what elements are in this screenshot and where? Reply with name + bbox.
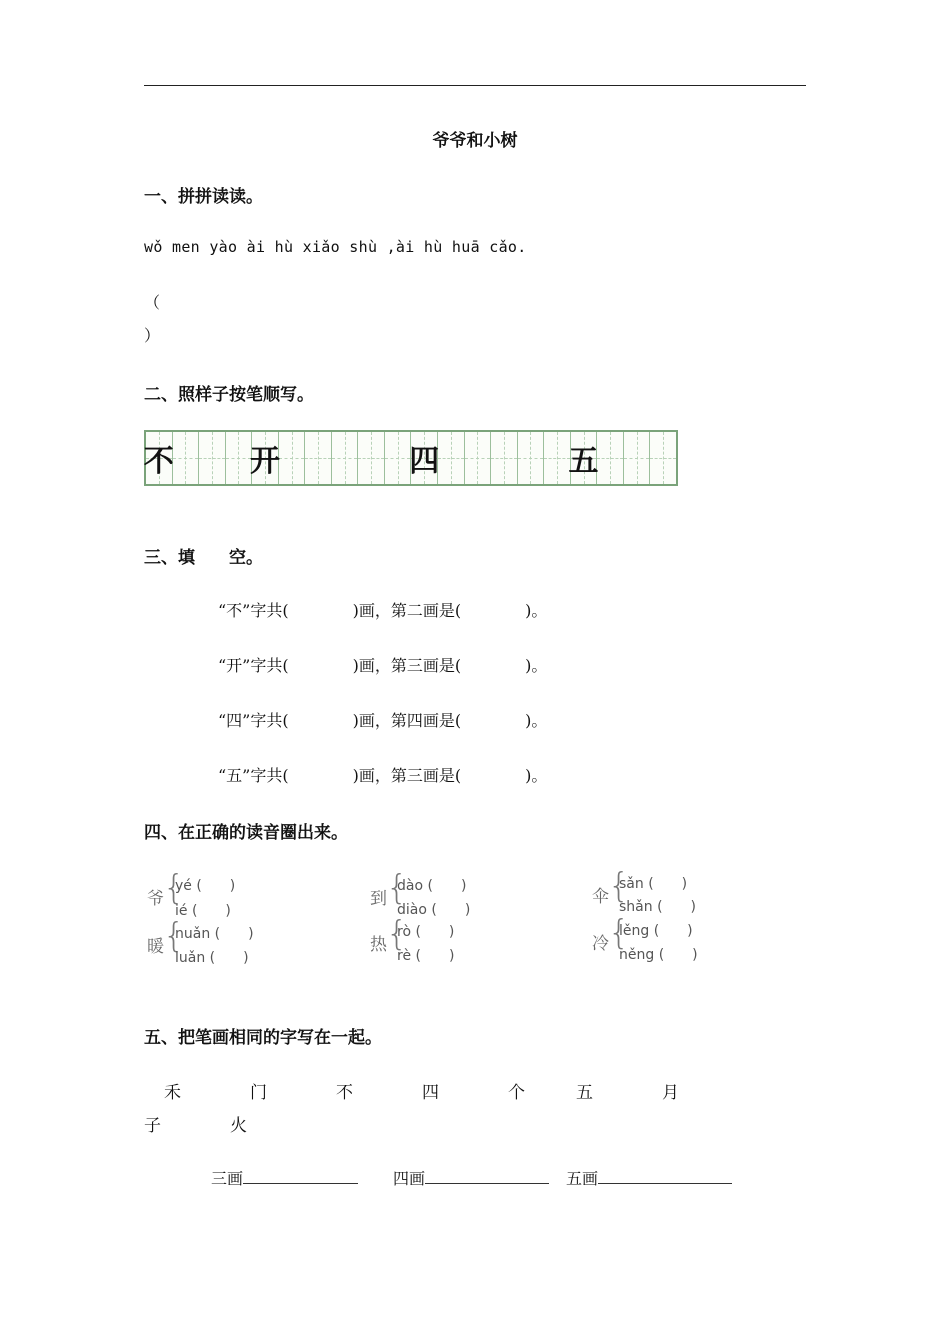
fill-row[interactable]: “不”字共( )画，第二画是( )。 bbox=[218, 601, 548, 620]
blank-line[interactable] bbox=[243, 1167, 358, 1184]
grid-char: 五 bbox=[568, 444, 599, 479]
list-char: 门 bbox=[250, 1083, 267, 1103]
grid-char bbox=[624, 432, 650, 484]
grid-cell[interactable] bbox=[438, 432, 465, 484]
blank-label: 五画 bbox=[566, 1169, 599, 1188]
grid-char bbox=[438, 432, 464, 484]
blank-line[interactable] bbox=[425, 1167, 549, 1184]
grid-cell[interactable] bbox=[226, 432, 253, 484]
grid-cell[interactable] bbox=[624, 432, 651, 484]
fill-row[interactable]: “五”字共( )画，第三画是( )。 bbox=[218, 766, 548, 785]
list-char: 不 bbox=[336, 1083, 353, 1103]
reading-option[interactable]: nuǎn ( ) bbox=[175, 926, 254, 942]
grid-cell[interactable] bbox=[143, 432, 174, 484]
list-char: 五 bbox=[576, 1083, 593, 1103]
reading-option[interactable]: rò ( ) bbox=[397, 924, 455, 940]
blank-line[interactable] bbox=[598, 1167, 732, 1184]
grid-cell[interactable] bbox=[279, 432, 306, 484]
writing-grid[interactable] bbox=[144, 430, 678, 486]
blank-label: 四画 bbox=[393, 1169, 426, 1188]
list-char: 月 bbox=[662, 1083, 679, 1103]
answer-paren-close: ） bbox=[144, 326, 161, 345]
list-char: 个 bbox=[508, 1083, 525, 1103]
grid-cell[interactable] bbox=[518, 432, 545, 484]
grid-cell[interactable] bbox=[597, 432, 624, 484]
grid-char: 开 bbox=[249, 444, 280, 479]
stroke-blanks bbox=[0, 1166, 950, 1196]
section2-heading: 二、照样子按笔顺写。 bbox=[144, 385, 314, 405]
grid-cell[interactable] bbox=[491, 432, 518, 484]
list-char: 子 bbox=[144, 1116, 161, 1136]
brace-icon: { bbox=[386, 914, 408, 954]
grid-char bbox=[465, 432, 491, 484]
grid-cell[interactable] bbox=[544, 432, 571, 484]
reading-option[interactable]: luǎn ( ) bbox=[175, 950, 249, 966]
grid-char bbox=[173, 432, 199, 484]
reading-option[interactable]: rè ( ) bbox=[397, 948, 455, 964]
grid-cell[interactable] bbox=[568, 432, 599, 484]
brace-icon: { bbox=[608, 913, 630, 953]
grid-char bbox=[518, 432, 544, 484]
grid-cell[interactable] bbox=[385, 432, 412, 484]
section4-heading: 四、在正确的读音圈出来。 bbox=[144, 823, 348, 843]
section1-heading: 一、拼拼读读。 bbox=[144, 187, 263, 207]
fill-row[interactable]: “开”字共( )画，第三画是( )。 bbox=[218, 656, 548, 675]
grid-char bbox=[358, 432, 384, 484]
section5-heading: 五、把笔画相同的字写在一起。 bbox=[144, 1028, 382, 1048]
blank-label: 三画 bbox=[211, 1169, 244, 1188]
reading-option[interactable]: dào ( ) bbox=[397, 878, 467, 894]
brace-icon: { bbox=[608, 866, 630, 906]
grid-char bbox=[544, 432, 570, 484]
pinyin-sentence: wǒ men yào ài hù xiǎo shù ,ài hù huā cǎo. bbox=[144, 238, 527, 256]
group-char: 爷 bbox=[147, 889, 164, 909]
grid-char bbox=[279, 432, 305, 484]
brace-icon: { bbox=[163, 868, 185, 908]
reading-option[interactable]: yé ( ) bbox=[175, 878, 236, 894]
grid-cell[interactable] bbox=[332, 432, 359, 484]
group-char: 伞 bbox=[592, 887, 609, 907]
grid-cell[interactable] bbox=[199, 432, 226, 484]
brace-icon: { bbox=[386, 868, 408, 908]
page-title: 爷爷和小树 bbox=[432, 131, 518, 151]
list-char: 禾 bbox=[164, 1083, 181, 1103]
grid-char bbox=[226, 432, 252, 484]
section3-heading: 三、填 空。 bbox=[144, 548, 263, 568]
reading-option[interactable]: shǎn ( ) bbox=[619, 899, 696, 915]
grid-cell[interactable] bbox=[358, 432, 385, 484]
grid-cell[interactable] bbox=[465, 432, 492, 484]
grid-cell[interactable] bbox=[650, 432, 676, 484]
grid-char bbox=[385, 432, 411, 484]
list-char: 四 bbox=[422, 1083, 439, 1103]
grid-cell[interactable] bbox=[249, 432, 280, 484]
fill-row[interactable]: “四”字共( )画，第四画是( )。 bbox=[218, 711, 548, 730]
grid-char: 四 bbox=[409, 444, 440, 479]
group-char: 热 bbox=[370, 935, 387, 955]
grid-char bbox=[597, 432, 623, 484]
grid-cell[interactable] bbox=[411, 432, 438, 484]
group-char: 冷 bbox=[592, 934, 609, 954]
grid-char bbox=[199, 432, 225, 484]
grid-char bbox=[305, 432, 331, 484]
grid-char bbox=[332, 432, 358, 484]
reading-option[interactable]: ié ( ) bbox=[175, 903, 231, 919]
reading-option[interactable]: lěng ( ) bbox=[619, 923, 693, 939]
grid-char: 不 bbox=[143, 444, 174, 479]
list-char: 火 bbox=[230, 1116, 247, 1136]
group-char: 暖 bbox=[147, 937, 164, 957]
character-list bbox=[0, 1078, 950, 1148]
reading-option[interactable]: sǎn ( ) bbox=[619, 876, 688, 892]
reading-option[interactable]: diào ( ) bbox=[397, 902, 471, 918]
answer-paren-open: （ bbox=[144, 293, 161, 312]
grid-char bbox=[491, 432, 517, 484]
group-char: 到 bbox=[370, 889, 387, 909]
reading-option[interactable]: něng ( ) bbox=[619, 947, 698, 963]
grid-char bbox=[650, 432, 676, 484]
grid-cell[interactable] bbox=[305, 432, 332, 484]
brace-icon: { bbox=[163, 916, 185, 956]
grid-cell[interactable] bbox=[173, 432, 200, 484]
